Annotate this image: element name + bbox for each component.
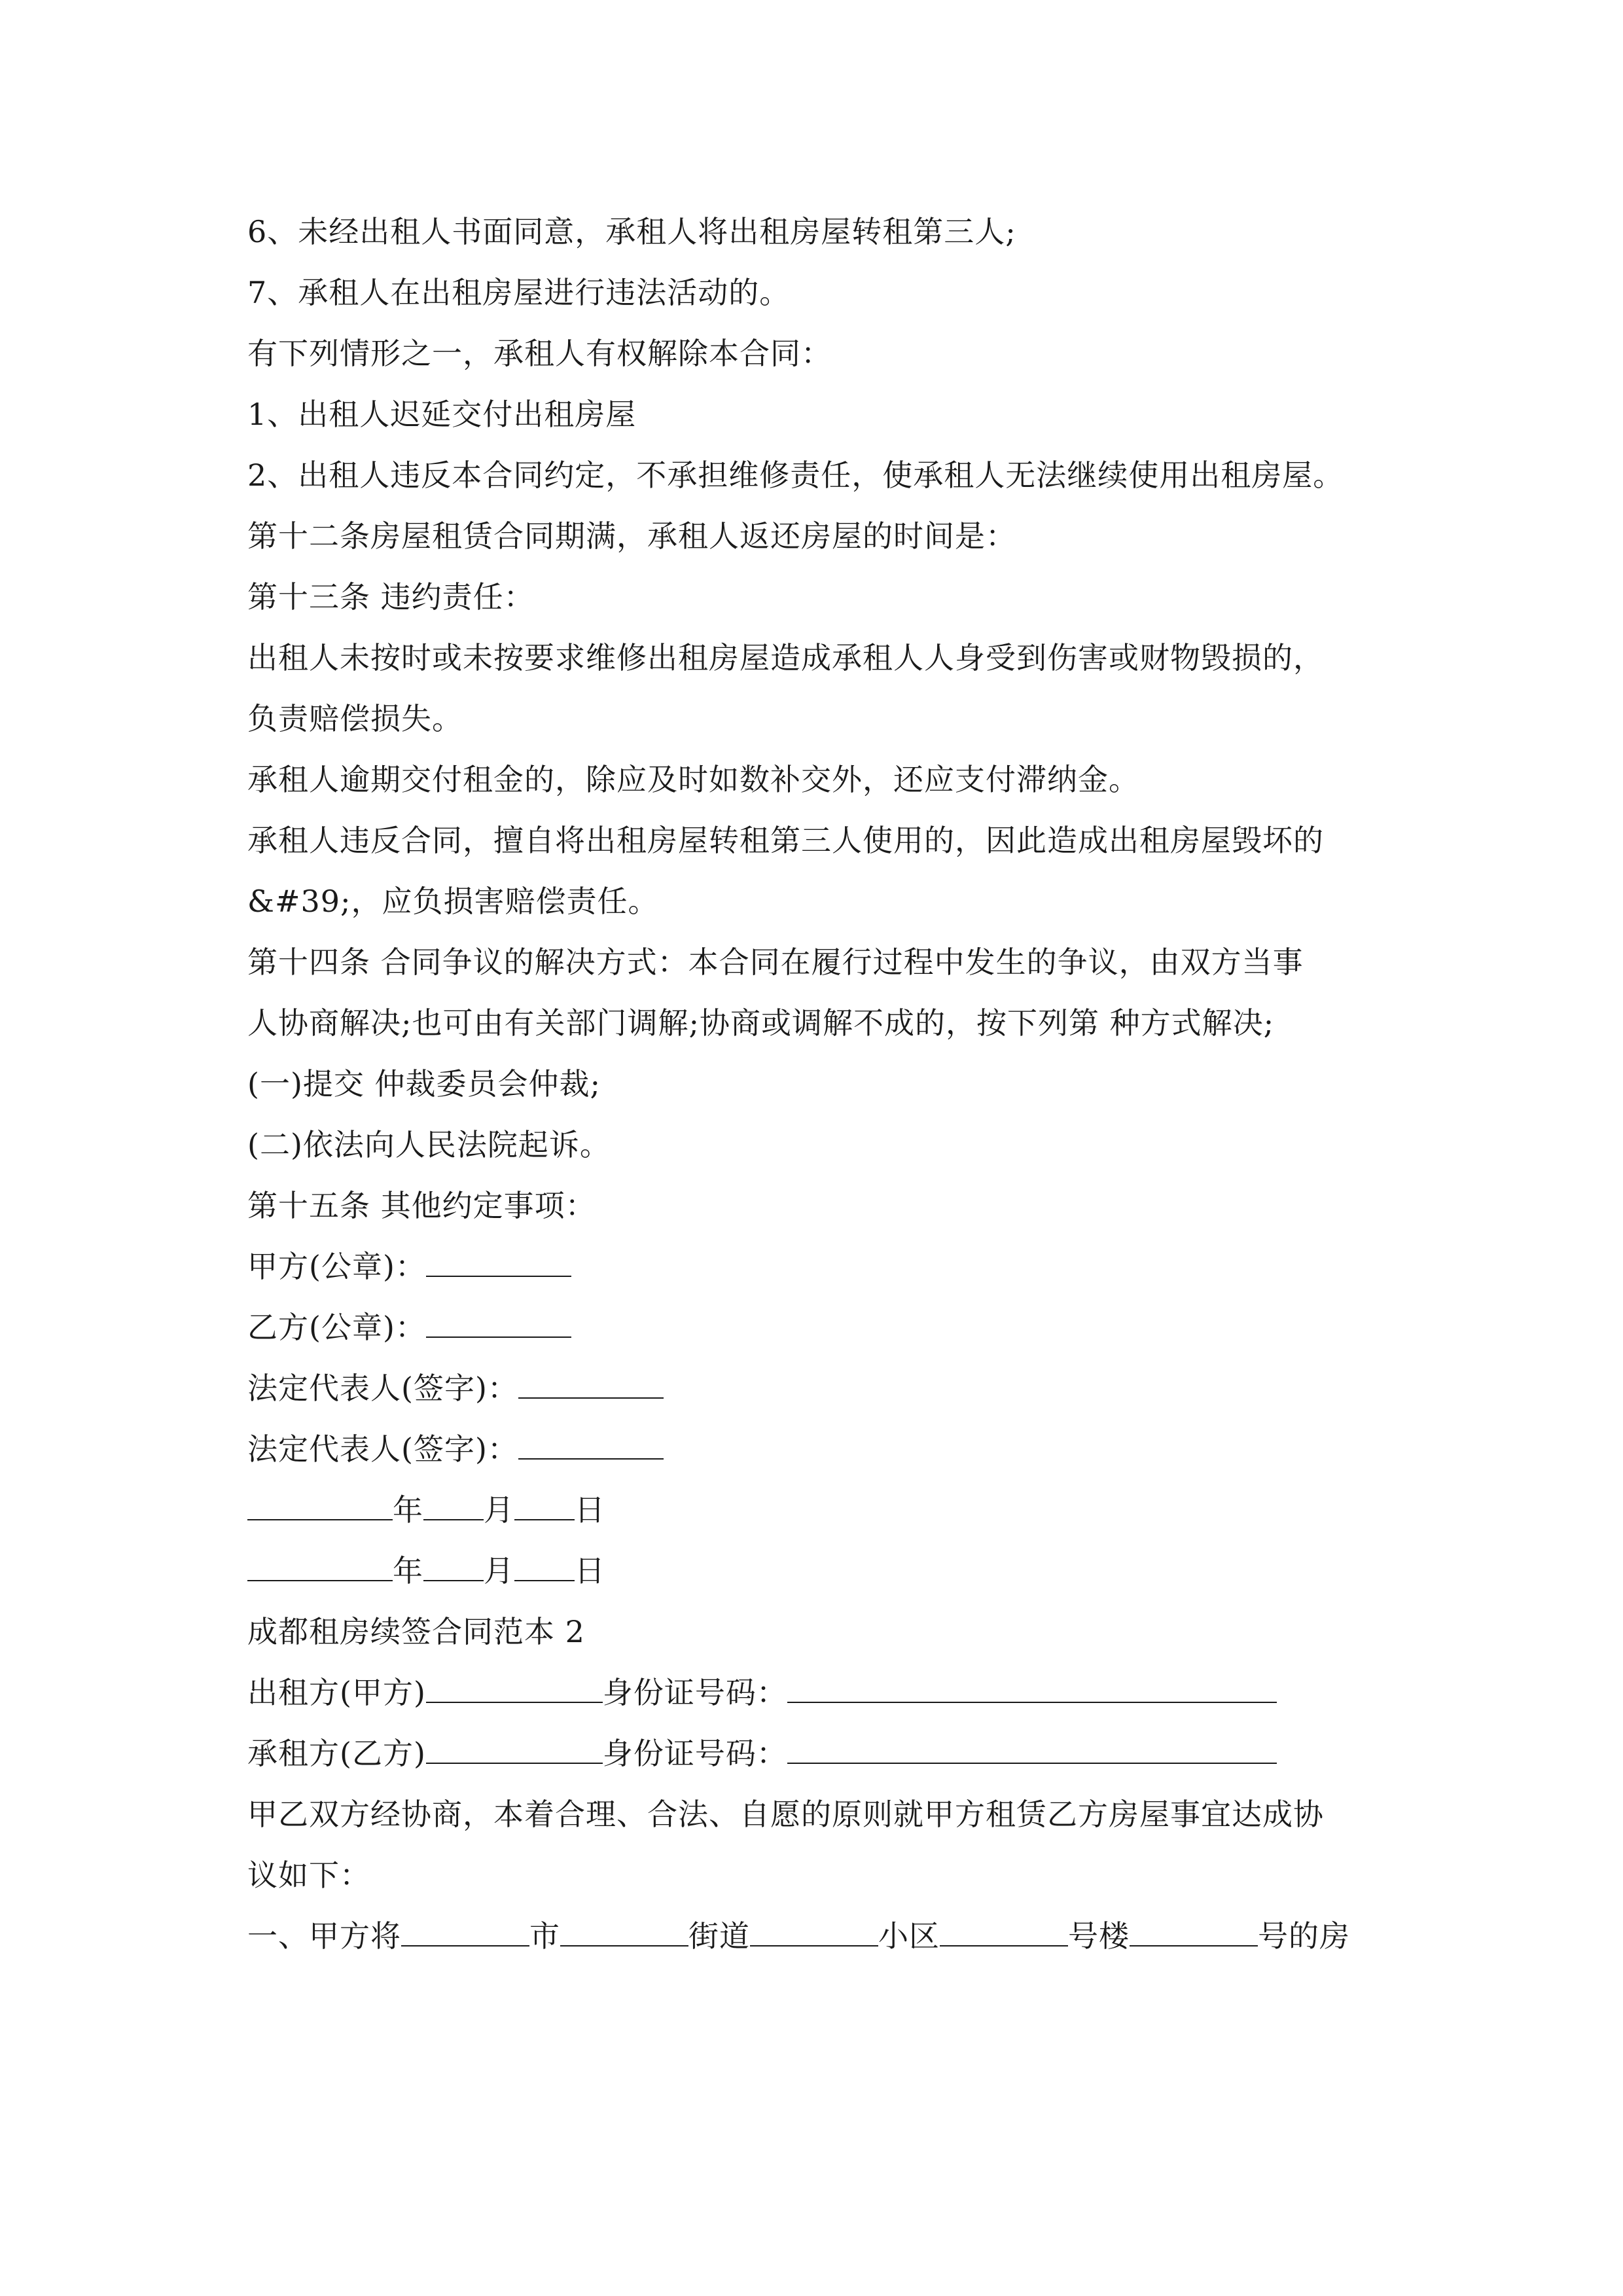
- lessee-line: [247, 1723, 1393, 1784]
- city-blank: [401, 1916, 529, 1946]
- street-label: 街道: [688, 1918, 750, 1954]
- legal-rep-b-line: [247, 1419, 1393, 1480]
- legal-rep-b-blank: [518, 1429, 664, 1460]
- article-15-heading: 第十五条 其他约定事项：: [247, 1188, 596, 1223]
- document-body: [247, 202, 1393, 1967]
- party-a-seal-label: 甲方(公章)：: [247, 1249, 426, 1284]
- year-blank: [247, 1490, 393, 1520]
- clause-line-6: 6、未经出租人书面同意，承租人将出租房屋转租第三人;: [247, 214, 1016, 249]
- article-13-paragraph-1b: 负责赔偿损失。: [247, 701, 463, 736]
- article-13-paragraph-1a: 出租人未按时或未按要求维修出租房屋造成承租人人身受到伤害或财物毁损的，: [247, 640, 1324, 675]
- lessee-termination-item-2: 2、出租人违反本合同约定，不承担维修责任，使承租人无法继续使用出租房屋。: [247, 457, 1344, 493]
- party-a-seal-blank: [426, 1247, 571, 1277]
- party-b-seal-line: [247, 1297, 1393, 1358]
- community-blank: [750, 1916, 878, 1946]
- lessee-label: 承租方(乙方): [247, 1736, 426, 1771]
- preamble-b: 议如下：: [247, 1857, 370, 1893]
- clause-1-address-line: [247, 1906, 1393, 1967]
- city-label: 市: [529, 1918, 560, 1954]
- party-b-seal-blank: [426, 1308, 571, 1338]
- template-2-title: 成都租房续签合同范本 2: [247, 1614, 585, 1649]
- clause-line-7: 7、承租人在出租房屋进行违法活动的。: [247, 275, 791, 310]
- legal-rep-a-blank: [518, 1369, 664, 1399]
- legal-rep-a-label: 法定代表人(签字)：: [247, 1371, 518, 1406]
- article-14-b: 人协商解决;也可由有关部门调解;协商或调解不成的，按下列第 种方式解决;: [247, 1005, 1275, 1041]
- article-13-paragraph-2: 承租人逾期交付租金的，除应及时如数补交外，还应支付滞纳金。: [247, 762, 1139, 797]
- dispute-option-2: (二)依法向人民法院起诉。: [247, 1127, 611, 1162]
- dispute-option-1: (一)提交 仲裁委员会仲裁;: [247, 1066, 601, 1102]
- month-label: 月: [484, 1553, 514, 1588]
- lessee-termination-heading: 有下列情形之一，承租人有权解除本合同：: [247, 336, 832, 371]
- lessor-id-label: 身份证号码：: [602, 1675, 787, 1710]
- month-blank: [423, 1490, 484, 1520]
- article-12: 第十二条房屋租赁合同期满，承租人返还房屋的时间是：: [247, 518, 1016, 554]
- month-label: 月: [484, 1492, 514, 1528]
- lessor-label: 出租方(甲方): [247, 1675, 426, 1710]
- year-label: 年: [393, 1492, 423, 1528]
- building-label: 号楼: [1068, 1918, 1130, 1954]
- lessor-line: [247, 1662, 1393, 1723]
- day-label: 日: [575, 1492, 605, 1528]
- building-blank: [940, 1916, 1068, 1946]
- party-b-seal-label: 乙方(公章)：: [247, 1310, 426, 1345]
- clause-1-start: 一、甲方将: [247, 1918, 401, 1954]
- article-13-paragraph-3b: &#39;，应负损害赔偿责任。: [247, 884, 659, 919]
- legal-rep-b-label: 法定代表人(签字)：: [247, 1431, 518, 1467]
- article-14-a: 第十四条 合同争议的解决方式：本合同在履行过程中发生的争议，由双方当事: [247, 944, 1304, 980]
- year-blank: [247, 1551, 393, 1581]
- date-line-a: [247, 1480, 1393, 1541]
- lessor-name-blank: [426, 1673, 603, 1703]
- street-blank: [560, 1916, 688, 1946]
- article-13-paragraph-3a: 承租人违反合同，擅自将出租房屋转租第三人使用的，因此造成出租房屋毁坏的: [247, 823, 1324, 858]
- preamble-a: 甲乙双方经协商，本着合理、合法、自愿的原则就甲方租赁乙方房屋事宜达成协: [247, 1797, 1324, 1832]
- lessee-name-blank: [426, 1734, 603, 1764]
- lessee-id-blank: [787, 1734, 1277, 1764]
- lessee-id-label: 身份证号码：: [602, 1736, 787, 1771]
- day-blank: [514, 1490, 575, 1520]
- lessor-id-blank: [787, 1673, 1277, 1703]
- room-blank: [1130, 1916, 1258, 1946]
- community-label: 小区: [878, 1918, 940, 1954]
- legal-rep-a-line: [247, 1358, 1393, 1419]
- room-label: 号的房: [1258, 1918, 1350, 1954]
- day-label: 日: [575, 1553, 605, 1588]
- lessee-termination-item-1: 1、出租人迟延交付出租房屋: [247, 397, 637, 432]
- party-a-seal-line: [247, 1236, 1393, 1297]
- date-line-b: [247, 1541, 1393, 1602]
- month-blank: [423, 1551, 484, 1581]
- day-blank: [514, 1551, 575, 1581]
- year-label: 年: [393, 1553, 423, 1588]
- article-13-heading: 第十三条 违约责任：: [247, 579, 535, 615]
